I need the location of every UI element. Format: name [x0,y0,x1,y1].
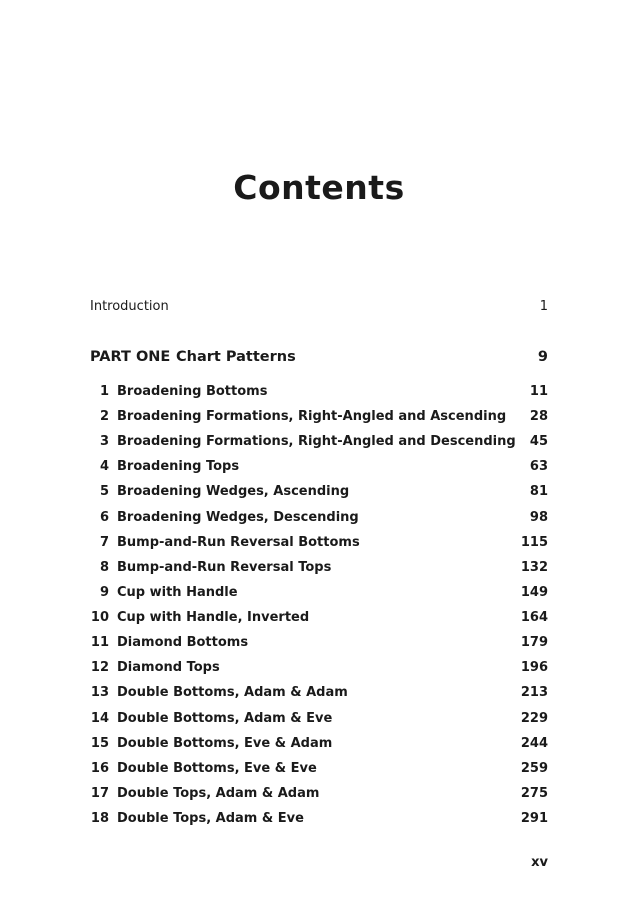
chapter-page: 213 [520,685,548,700]
chapter-number: 16 [90,761,109,776]
part-name: Chart Patterns [176,349,296,365]
chapter-title: Bump-and-Run Reversal Tops [117,560,332,575]
toc-entry-chapter [90,784,548,804]
chapter-number: 9 [99,585,109,600]
toc-entry-chapter [90,709,548,729]
toc-entry-chapter [90,558,548,578]
toc-entry-chapter [90,809,548,829]
chapter-number: 7 [99,535,109,550]
chapter-page: 28 [529,409,548,424]
toc-entry-chapter [90,457,548,477]
chapter-title: Double Bottoms, Adam & Adam [117,685,348,700]
chapter-page: 132 [520,560,548,575]
chapter-title: Diamond Tops [117,660,220,675]
chapter-page: 115 [520,535,548,550]
toc-entry-chapter [90,658,548,678]
chapter-title: Cup with Handle, Inverted [117,610,310,625]
chapter-page: 98 [529,510,548,525]
chapter-number: 6 [99,510,109,525]
chapter-page: 11 [529,384,548,399]
chapter-page: 229 [520,711,548,726]
introduction-page: 1 [539,299,548,314]
chapter-page: 275 [520,786,548,801]
chapter-page: 179 [520,635,548,650]
chapter-page: 45 [529,434,548,449]
toc-entry-chapter [90,482,548,502]
toc-entry-chapter [90,432,548,452]
chapter-number: 18 [90,811,109,826]
chapter-number: 11 [90,635,109,650]
page-folio: xv [531,855,548,870]
toc-part-heading [90,347,548,367]
chapter-number: 15 [90,736,109,751]
toc-entry-chapter [90,759,548,779]
toc-entry-chapter [90,734,548,754]
chapter-number: 17 [90,786,109,801]
toc-entry-chapter [90,633,548,653]
chapter-title: Cup with Handle [117,585,238,600]
toc-entry-chapter [90,533,548,553]
chapter-number: 8 [99,560,109,575]
toc-entry-chapter [90,583,548,603]
chapter-page: 196 [520,660,548,675]
chapter-title: Broadening Wedges, Descending [117,510,359,525]
chapter-title: Double Bottoms, Eve & Adam [117,736,333,751]
chapter-title: Broadening Formations, Right-Angled and Descending [117,434,516,449]
chapter-page: 164 [520,610,548,625]
toc-entry-chapter [90,382,548,402]
chapter-title: Double Bottoms, Eve & Eve [117,761,317,776]
chapter-page: 291 [520,811,548,826]
part-page: 9 [537,349,548,365]
chapter-number: 2 [99,409,109,424]
part-label: PART ONE [90,349,171,365]
toc-entry-chapter [90,608,548,628]
chapter-number: 10 [90,610,109,625]
chapter-title: Double Tops, Adam & Eve [117,811,304,826]
chapter-title: Diamond Bottoms [117,635,249,650]
chapter-number: 12 [90,660,109,675]
toc-entry-chapter [90,683,548,703]
chapter-page: 81 [529,484,548,499]
toc-entry-introduction [90,297,548,317]
chapter-number: 1 [99,384,109,399]
chapter-title: Broadening Tops [117,459,240,474]
chapter-page: 63 [529,459,548,474]
toc-entry-chapter [90,508,548,528]
page-title: Contents [233,168,405,207]
chapter-page: 259 [520,761,548,776]
chapter-number: 3 [99,434,109,449]
chapter-title: Broadening Bottoms [117,384,268,399]
chapter-title: Broadening Wedges, Ascending [117,484,350,499]
chapter-title: Double Tops, Adam & Adam [117,786,320,801]
chapter-page: 149 [520,585,548,600]
chapter-number: 14 [90,711,109,726]
toc-entry-chapter [90,407,548,427]
chapter-page: 244 [520,736,548,751]
chapter-number: 5 [99,484,109,499]
chapter-title: Bump-and-Run Reversal Bottoms [117,535,360,550]
chapter-number: 4 [99,459,109,474]
introduction-title: Introduction [90,299,169,314]
chapter-number: 13 [90,685,109,700]
chapter-title: Broadening Formations, Right-Angled and Ascending [117,409,507,424]
chapter-title: Double Bottoms, Adam & Eve [117,711,333,726]
